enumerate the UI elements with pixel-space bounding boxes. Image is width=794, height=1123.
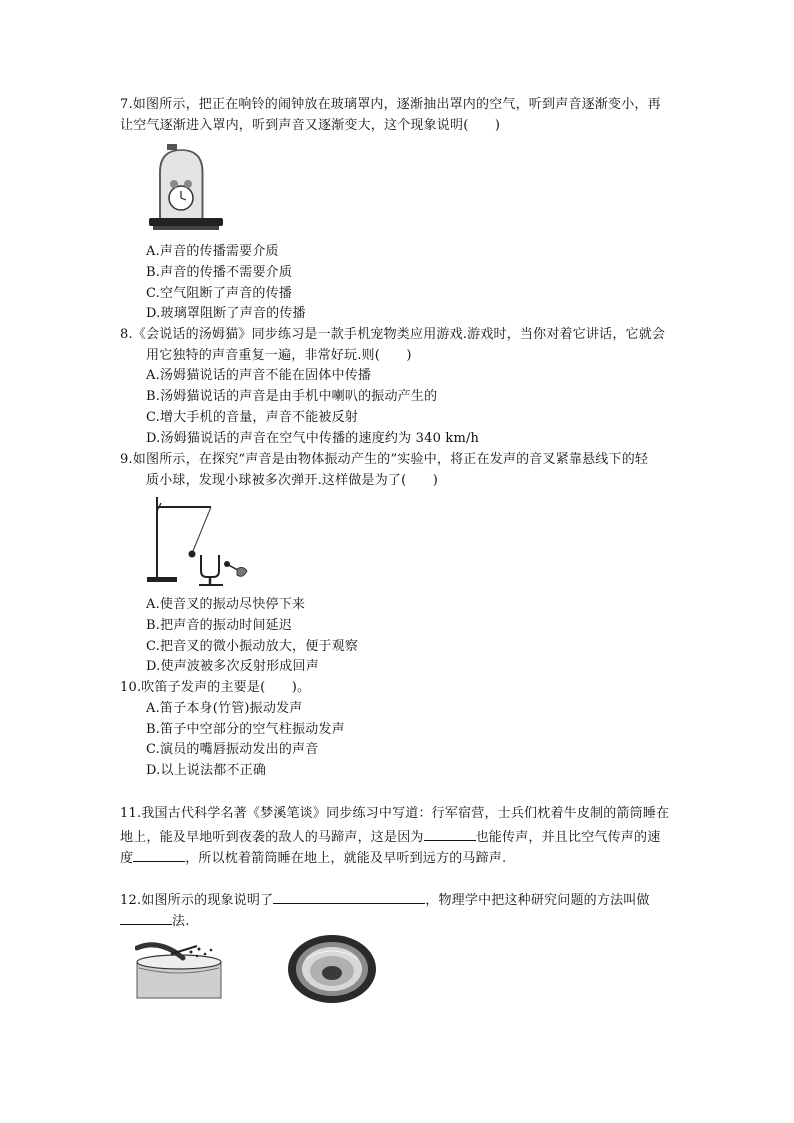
q8-option-c: C.增大手机的音量，声音不能被反射 — [146, 410, 359, 425]
drum-figure — [135, 938, 227, 1000]
q7-stem-line1: 7.如图所示，把正在响铃的闹钟放在玻璃罩内，逐渐抽出罩内的空气，听到声音逐渐变小，再 — [120, 97, 661, 112]
q11-line3 — [120, 848, 506, 867]
speaker-figure — [286, 933, 378, 1005]
q9-stem-line1: 9.如图所示，在探究“声音是由物体振动产生的”实验中，将正在发声的音叉紧靠悬线下的轻 — [120, 452, 649, 467]
q11-line3-text-a: 度 — [120, 851, 134, 866]
q8-stem-line1: 8.《会说话的汤姆猫》同步练习是一款手机宠物类应用游戏.游戏时，当你对着它讲话，它就会 — [120, 327, 666, 342]
q9-option-c: C.把音叉的微小振动放大，便于观察 — [146, 639, 359, 654]
q9-option-b: B.把声音的振动时间延迟 — [146, 618, 293, 633]
q12-blank-1[interactable] — [273, 890, 425, 904]
q7-stem-line2: 让空气逐渐进入罩内，听到声音又逐渐变大，这个现象说明( ) — [120, 118, 501, 133]
q11-line2 — [120, 827, 660, 846]
q12-line2 — [120, 911, 190, 930]
bell-jar-figure — [147, 142, 227, 232]
q11-line2-text-b: 也能传声，并且比空气传声的速 — [475, 830, 661, 845]
q10-stem: 10.吹笛子发声的主要是( )。 — [120, 680, 311, 695]
q9-stem-line2: 质小球，发现小球被多次弹开.这样做是为了( ) — [146, 473, 439, 488]
q12-line2-text-b: 法. — [172, 914, 190, 929]
q7-option-a: A.声音的传播需要介质 — [146, 244, 279, 259]
q10-option-d: D.以上说法都不正确 — [146, 763, 267, 778]
q11-line3-text-b: ，所以枕着箭筒睡在地上，就能及早听到远方的马蹄声. — [185, 851, 507, 866]
q7-option-d: D.玻璃罩阻断了声音的传播 — [146, 306, 306, 321]
q10-option-b: B.笛子中空部分的空气柱振动发声 — [146, 722, 345, 737]
q12-line1-text-a: 12.如图所示的现象说明了 — [120, 893, 274, 908]
tuning-fork-figure — [143, 493, 253, 588]
q12-blank-2[interactable] — [120, 911, 172, 925]
q7-option-c: C.空气阻断了声音的传播 — [146, 286, 293, 301]
q8-option-d: D.汤姆猫说话的声音在空气中传播的速度约为 340 km/h — [146, 431, 480, 446]
q11-line1: 11.我国古代科学名著《梦溪笔谈》同步练习中写道：行军宿营，士兵们枕着牛皮制的箭筒睡在 — [120, 806, 670, 821]
q7-option-b: B.声音的传播不需要介质 — [146, 265, 293, 280]
q11-blank-2[interactable] — [133, 848, 185, 862]
q10-option-c: C.演员的嘴唇振动发出的声音 — [146, 742, 319, 757]
q9-option-a: A.使音叉的振动尽快停下来 — [146, 597, 306, 612]
q12-line1 — [120, 890, 650, 909]
q8-option-b: B.汤姆猫说话的声音是由手机中喇叭的振动产生的 — [146, 389, 438, 404]
q12-line1-text-b: ，物理学中把这种研究问题的方法叫做 — [425, 893, 650, 908]
q8-option-a: A.汤姆猫说话的声音不能在固体中传播 — [146, 368, 372, 383]
q9-option-d: D.使声波被多次反射形成回声 — [146, 659, 319, 674]
q10-option-a: A.笛子本身(竹管)振动发声 — [146, 701, 303, 716]
q8-stem-line2: 用它独特的声音重复一遍，非常好玩.则( ) — [146, 348, 412, 363]
q11-line2-text-a: 地上，能及早地听到夜袭的敌人的马蹄声，这是因为 — [120, 830, 424, 845]
q11-blank-1[interactable] — [424, 827, 476, 841]
